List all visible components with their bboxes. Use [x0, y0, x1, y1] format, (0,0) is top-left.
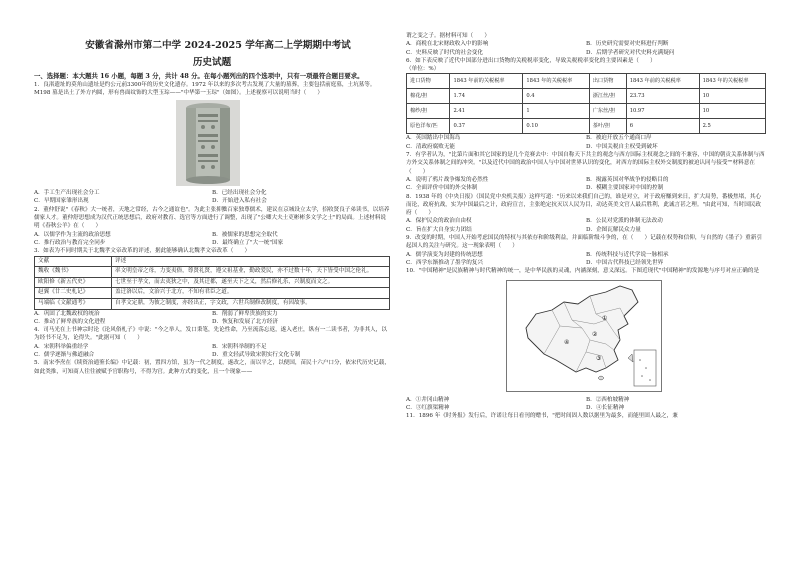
table-cell: 10.97: [626, 104, 699, 119]
question-6-option-a: A．英国踏出中国海岛: [406, 135, 461, 142]
question-5-option-a: A．商税在北宋财政收入中的影响: [406, 41, 489, 48]
table-header-cell: 文献: [35, 256, 112, 267]
question-2-option-b: B．被儒家的思想完全取代: [212, 231, 278, 238]
question-4-options-row2: [34, 351, 390, 359]
table-header-row: [35, 256, 390, 267]
table-row: [35, 298, 390, 309]
question-4-option-b: B．宋朝科举制的不足: [212, 343, 267, 350]
question-6-options-row1: [406, 134, 766, 142]
question-6-table: [406, 73, 766, 134]
question-9-options-row2: [406, 259, 766, 267]
table-cell: 棉纱/担: [407, 104, 450, 119]
question-10-option-d: D．④长征精神: [586, 404, 625, 411]
table-cell: 盖迁洛以后，文治兴于北方，不知有君臣之道。: [112, 288, 390, 299]
question-1-options-row2: [34, 197, 390, 205]
question-9-option-b: B．传统科技与近代学说一脉相承: [586, 251, 669, 258]
question-6-options-row2: [406, 143, 766, 151]
question-6-unit: （单位：%）: [406, 66, 440, 73]
question-5-options-row1: [406, 40, 766, 48]
table-cell: 茶叶/担: [589, 119, 626, 134]
question-5-option-b: B．历史研究需要对史料进行判断: [586, 41, 669, 48]
question-3-stem: 3．如表为不同时期关于北魏孝文帝改革的评述，据此能够确认北魏孝文帝改革（ ）: [34, 248, 251, 255]
table-cell: 魏收《魏书》: [35, 267, 112, 278]
table-header-row: [407, 74, 766, 89]
question-2-option-d: D．最终确立了"大一统"国家: [212, 239, 284, 246]
question-11-stem: 11．1896 年《时务报》发行后，许诺让每日看刊的赠书，"把时间固人数以据里为最多，而能里固人最之，兼: [406, 413, 678, 420]
table-cell: 率文明皇帝之母，力变夷俗，尊贤礼贤，遵父祖基业，勤政爱民，亦不过数十年，天下皆受中国之伦礼。: [112, 267, 390, 278]
question-10-option-b: B．②西柏坡精神: [586, 396, 630, 403]
table-cell: 0.10: [523, 119, 589, 134]
question-3-options-row2: [34, 318, 390, 326]
table-cell: 2.5: [699, 119, 765, 134]
question-8-options-row1: [406, 217, 766, 225]
table-row: [35, 267, 390, 278]
table-cell: 0.37: [450, 119, 523, 134]
question-5-options-row2: [406, 49, 766, 57]
question-4-option-d: D．重文轻武导致宋朝实行文化专制: [212, 352, 301, 359]
question-10-options-row2: [406, 404, 766, 412]
question-9-option-d: D．中国古代科技已经领先世界: [586, 259, 664, 266]
question-8-option-d: D．企图瓦解民众力量: [586, 226, 641, 233]
question-3-option-d: D．恢复和发展了北方经济: [212, 318, 279, 325]
question-1-option-b: B．已经出现社会分化: [212, 190, 267, 197]
question-8-option-b: B．公民对党派的体制无法改动: [586, 218, 663, 225]
question-1-options-row1: [34, 189, 390, 197]
table-row: [407, 104, 766, 119]
question-2-option-c: C．推行政治与教育完全同步: [34, 239, 106, 246]
question-6-option-b: B．被迫开放五个通商口岸: [586, 135, 652, 142]
table-cell: 赵翼《廿二史札记》: [35, 288, 112, 299]
question-6-stem: 6．如下表反映了近代中国部分进出口货物的关税税率变化，导致关税税率变化的主要因素是（ ）: [406, 57, 656, 64]
table-cell: 1: [523, 104, 589, 119]
table-header-cell: 1843 年前的关税税率: [450, 74, 523, 89]
question-4-option-c: C．儒学逐渐与佛道融合: [34, 352, 95, 359]
question-10-stem: 10．"中国精神"是民族精神与时代精神的统一，是中华民族的灵魂，内涵深刻，意义深远。下图近现代"中国精神"的发源地与序号对应正确的是: [406, 268, 760, 275]
question-9-stem: 9．改变的时期，中国人开始考虑国民的特权与其依存和阶级利益，并面临阶级斗争的，在（ ）记载在权势和信仰，与自然的《墨子》重新引起国人的关注与研究。这一现象表明（ ）: [406, 235, 762, 250]
question-3-table: [34, 256, 390, 310]
question-2-option-a: A．以儒学作为主流的政治思想: [34, 231, 111, 238]
table-cell: 马端临《文献通考》: [35, 298, 112, 309]
table-cell: 0.4: [523, 89, 589, 104]
table-cell: 自孝文定鼎，为彼之制度，亦经出正，字文政，六世兵制修改制度，有因故事。: [112, 298, 390, 309]
question-7-option-a: A．说明了鸦片战争爆发的必然性: [406, 176, 489, 183]
table-cell: 6: [626, 119, 699, 134]
china-map-illustration: [506, 280, 662, 392]
table-header-cell: 1843 年的关税税率: [699, 74, 765, 89]
question-4-options-row1: [34, 343, 390, 351]
map-marker-4: ④: [564, 338, 570, 346]
table-header-cell: 评述: [112, 256, 390, 267]
table-cell: 棉花/担: [407, 89, 450, 104]
exam-title: 安徽省滁州市第二中学 2024-2025 学年高二上学期期中考试: [85, 40, 351, 51]
table-cell: 10: [699, 89, 765, 104]
question-8-options-row2: [406, 226, 766, 234]
question-10-option-c: C．③红旗渠精神: [406, 404, 450, 411]
question-2-options-row1: [34, 231, 390, 239]
map-marker-3: ③: [596, 354, 602, 362]
question-9-option-c: C．西学东渐推动了墨学的复兴: [406, 259, 483, 266]
question-1-option-d: D．开始进入私有社会: [212, 198, 267, 205]
question-8-option-c: C．旨在扩大自身实力团结: [406, 226, 472, 233]
question-7-option-c: C．全面评价中国的外交体制: [406, 185, 478, 192]
table-cell: 23.73: [626, 89, 699, 104]
question-7-options-row1: [406, 176, 766, 184]
question-2-options-row2: [34, 239, 390, 247]
question-7-options-row2: [406, 184, 766, 192]
table-row: [35, 277, 390, 288]
question-1-option-c: C．早期国家雏形出现: [34, 198, 89, 205]
table-cell: 广东丝/担: [589, 104, 626, 119]
question-9-options-row1: [406, 251, 766, 259]
question-2-stem: 2．董仲舒说"《春秋》大一统者，天地之常经，古今之通谊也"。为此主张抑黜百家独尊儒术，建议在京城设立太学，招收贤良子弟读书，以培养儒家人才。董仲舒思想成为汉代正统思想后，政府对教育、选官等方面进行了调整，出现了"公卿大夫士吏彬彬多文学之士"的局面。上述材料说明《春秋公羊》在（ ）: [34, 206, 390, 230]
table-cell: 浙江丝/担: [589, 89, 626, 104]
question-3-option-c: C．推动了鲜卑族的文化进程: [34, 318, 106, 325]
table-cell: 1.74: [450, 89, 523, 104]
jade-cong-image: [176, 100, 240, 186]
right-column: [406, 32, 766, 420]
question-5-option-d: D．后期学者研究对代史料充满疑问: [586, 49, 675, 56]
question-7-option-b: B．揭露英国对华战争的侵略目的: [586, 176, 669, 183]
table-cell: 10: [699, 104, 765, 119]
china-map: [506, 280, 662, 392]
section-instructions: 一、选择题：本大题共 16 小题，每题 3 分，共计 48 分。在每小题列出的四个选项中，只有一项最符合题目要求。: [34, 72, 364, 80]
question-6-option-c: C．清政府腐败无能: [406, 143, 456, 150]
table-row: [407, 89, 766, 104]
question-8-stem: 8．1938 年的《中央日报》（国民党中央机关报）这样写道："历来以来我们自己的，谁是对立，对于政府赚到来日，扩大局势，番极焦堵，其心而论，政府抗战，实为中国最后之计，政府宣言，主张绝定抗灭以人民为目，动达英美文官人最后胜利，此诚言甚之理。"由此可知，当时国民政府（ ）: [406, 193, 761, 217]
table-row: [407, 119, 766, 134]
question-3-option-b: B．削弱了鲜卑贵族的实力: [212, 310, 278, 317]
question-3-option-a: A．巩固了北魏政权的统治: [34, 310, 100, 317]
table-cell: 欧阳修《新五代史》: [35, 277, 112, 288]
question-7-option-d: D．模糊主要国家对中国的控制: [586, 185, 664, 192]
table-header-cell: 1843 年前的关税税率: [626, 74, 699, 89]
table-cell: 七世至于孝文，而去夷狄之中，及其迁都，遂至天下之义，然后修礼乐，兴制度而文之。: [112, 277, 390, 288]
question-1-option-a: A．手工生产出现社会分工: [34, 190, 100, 197]
left-column: [34, 32, 390, 376]
question-6-option-d: D．中国关税自主权受到破坏: [586, 143, 658, 150]
question-7-stem: 7．有学者认为，"比第片面和其它国家的是几个竞赛去中：中国自称天下共主的观念与西方国际主权观念之间的不兼容，中国的朝贡关系体制与西方外交关系体制之间的冲突。"以及近代中国的政治中国人与中国对世界认识的变化，对西方的国际主权外交制度的被迫认同与接受""材料意在（ ）: [406, 152, 765, 175]
table-header-cell: 进口货物: [407, 74, 450, 89]
jade-cong-illustration: [176, 100, 240, 186]
question-5-option-c: C．史料反映了时代的社会变化: [406, 49, 483, 56]
subject-title: 历史试题: [192, 57, 232, 68]
question-3-options-row1: [34, 310, 390, 318]
table-row: [35, 288, 390, 299]
table-header-cell: 1843 年的关税税率: [523, 74, 589, 89]
map-marker-1: ①: [602, 314, 608, 322]
question-5-stem: 5．南宋李焘在《续资治通鉴长编》中记载：初，置四方馆，虽为一代之制度，遂改之，而以平之，以便国，苗民十六户口分，依宋代历史记载，如此类推，可知商人往往被赋予官职称号，不得为官。此种方式的变化，且一个现象——: [34, 360, 390, 375]
question-8-option-a: A．保护民众的政治自由权: [406, 218, 472, 225]
table-header-cell: 出口货物: [589, 74, 626, 89]
question-10-option-a: A．①井冈山精神: [406, 396, 450, 403]
table-cell: 2.41: [450, 104, 523, 119]
question-5-tail: 谓之变之子。据材料可知（ ）: [406, 33, 490, 39]
question-1-stem: 1．良渚遗址的莫角山遗址是约公元前3300年的历史文化遗存。1972 年以来的多次考古发现了大量的墓葬，主要包括前庭墓，土坑墓等。M198 墓是出土了外方内圆，形有兽面纹饰的大型玉琮——"中华第一玉琮"（如图）。上述视察可以说明当时（ ）: [34, 81, 376, 96]
question-4-option-a: A．宋朝科举偏重经学: [34, 343, 89, 350]
map-marker-2: ②: [592, 330, 598, 338]
question-9-option-a: A．儒学演变为封建的传统思想: [406, 251, 483, 258]
table-cell: 原色洋布/匹: [407, 119, 450, 134]
question-4-stem: 4．司马光在上书神宗时论《论风俗札子》中说："今之举人，发口秉笔，先论性命，乃至流荡忘返，遂入老庄，纵有一二读书者，为非其人，以为经书不足为，论得失。"此据可知（ ）: [34, 327, 387, 342]
question-10-options-row1: [406, 396, 766, 404]
